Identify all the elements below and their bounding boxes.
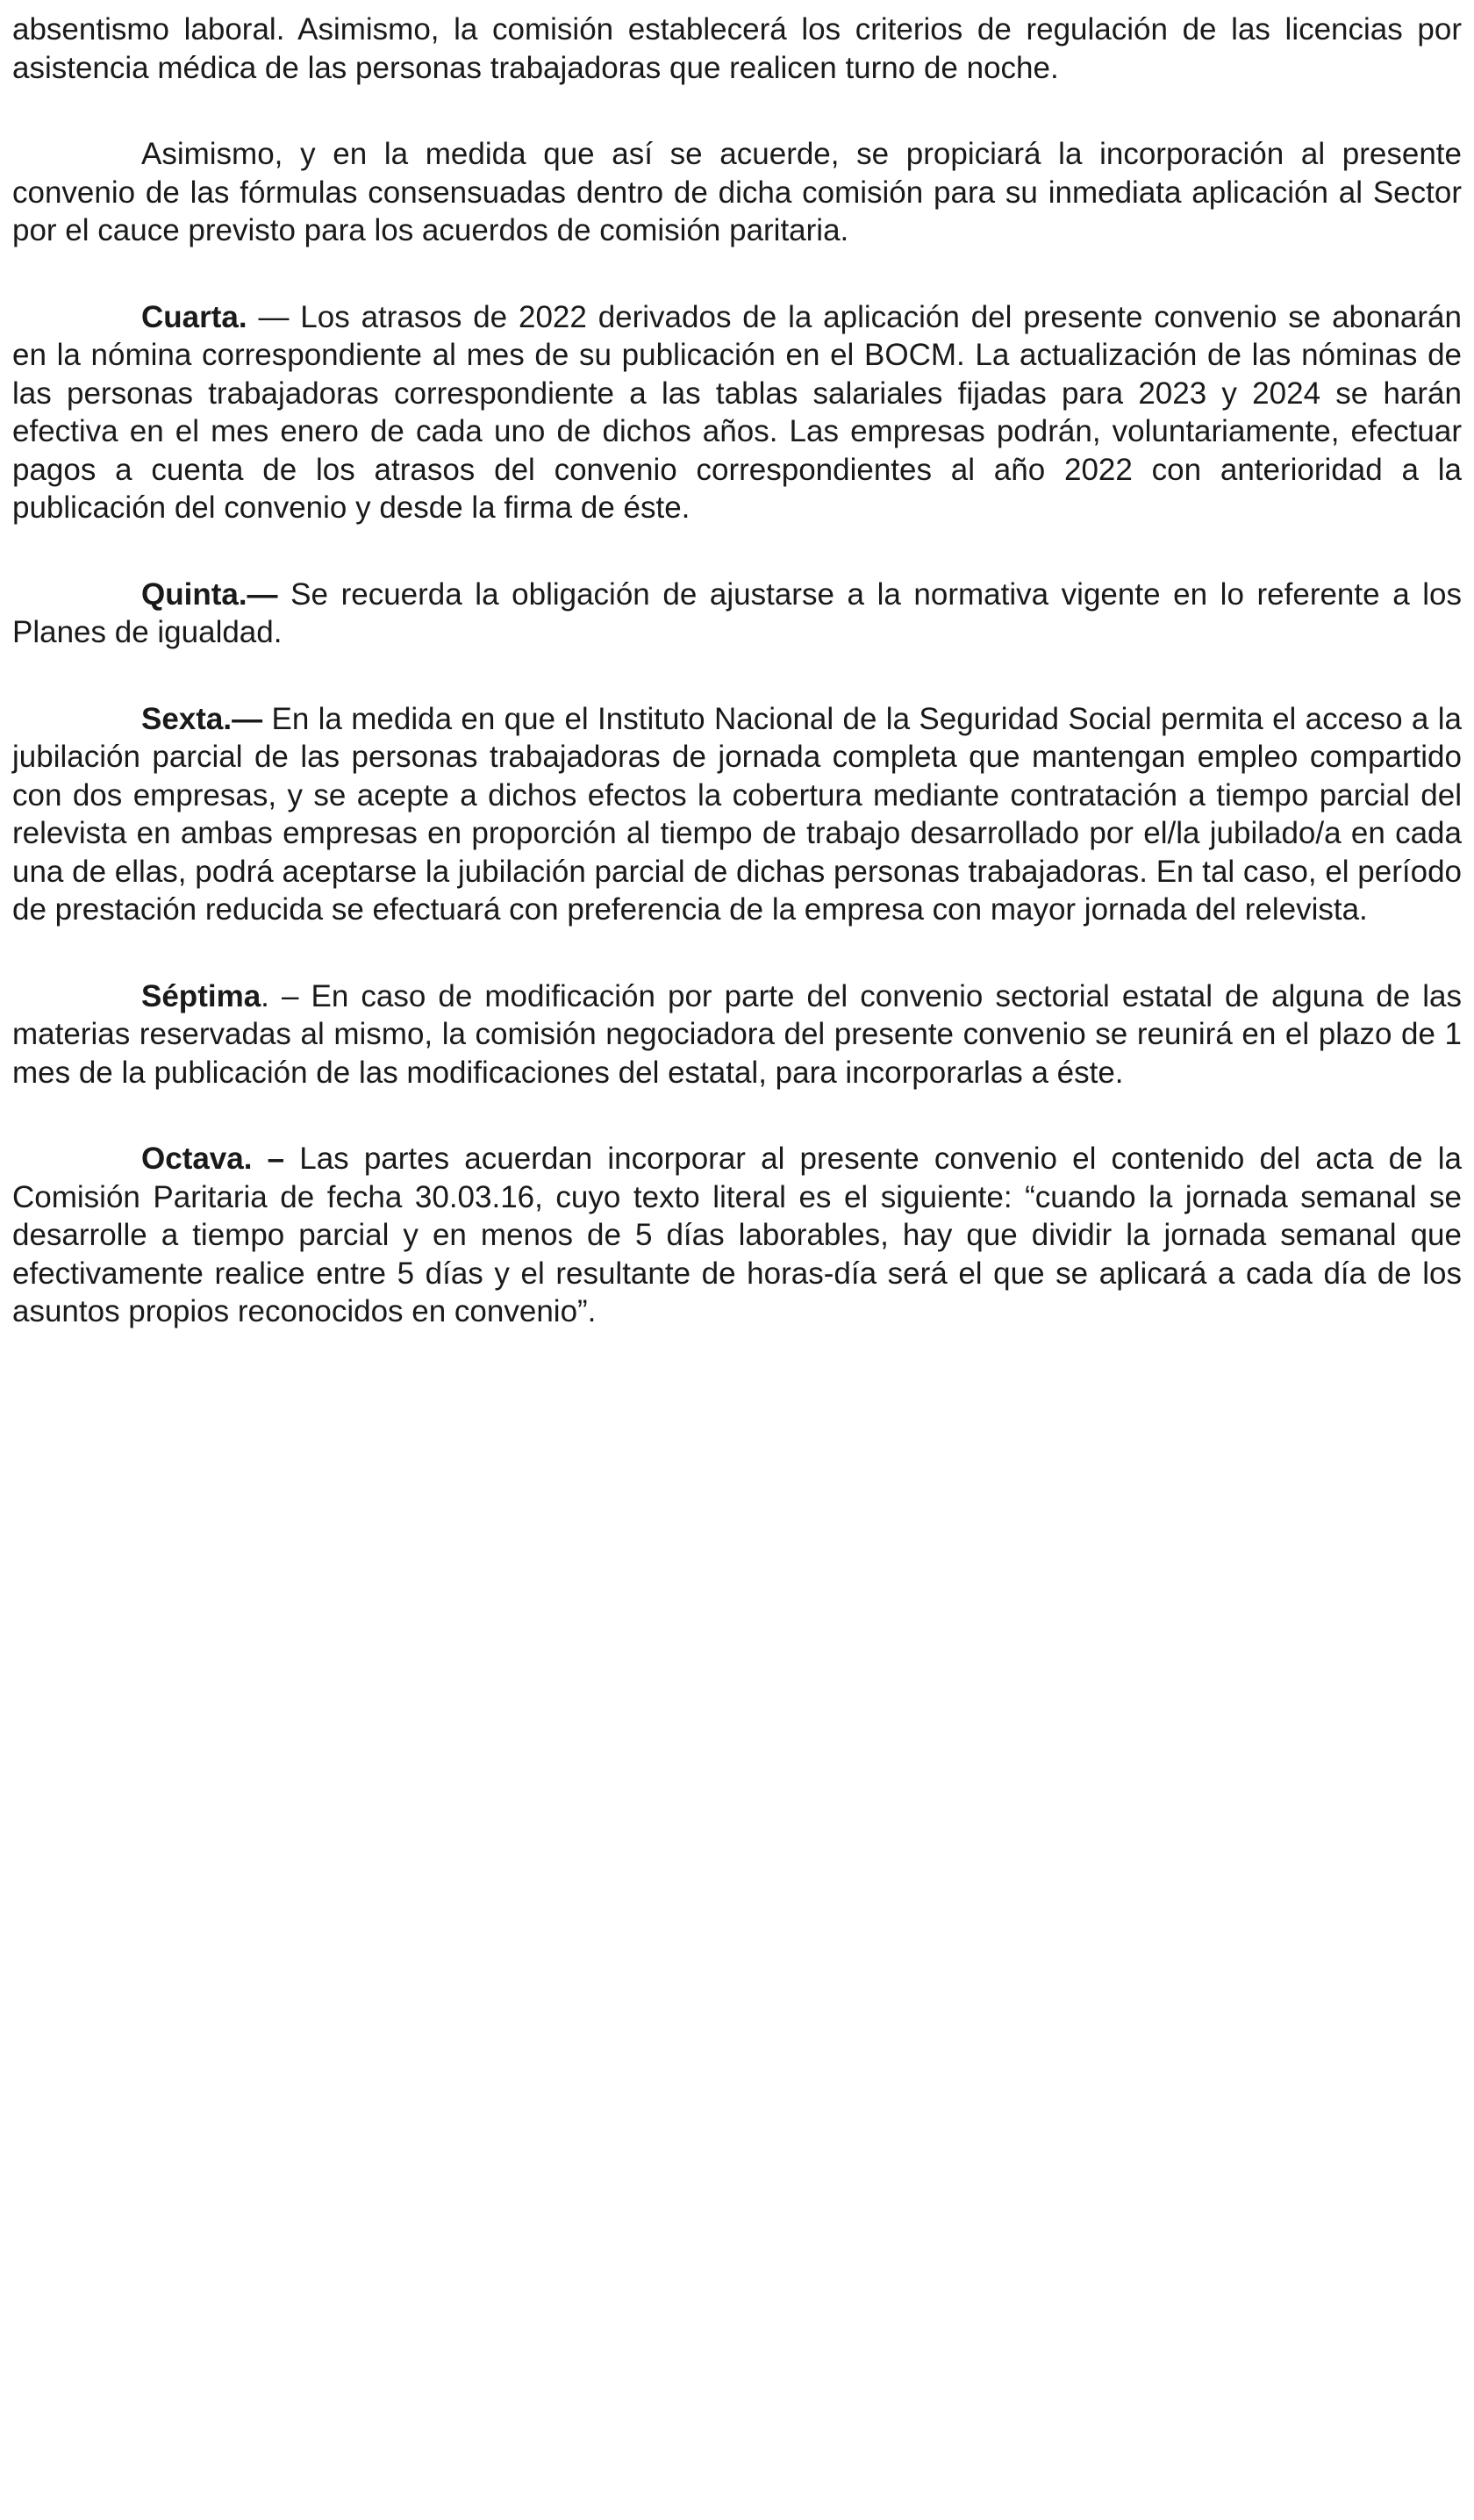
paragraph-comision-formulas <box>12 135 1462 250</box>
paragraph-text: — Los atrasos de 2022 derivados de la aplicación del presente convenio se abonarán en la nómina correspondiente al mes de su publicación en el BOCM. La actualización de las nóminas de las personas trabajadoras correspondiente a las tablas salariales fijadas para 2023 y 2024 se harán efectiva en el mes enero de cada uno de dichos años. Las empresas podrán, voluntariamente, efectuar pagos a cuenta de los atrasos del convenio correspondientes al año 2022 con anterioridad a la publicación del convenio y desde la firma de éste. <box>12 299 1462 525</box>
paragraph-octava <box>12 1140 1462 1331</box>
paragraph-text: . – En caso de modificación por parte del convenio sectorial estatal de alguna de las materias reservadas al mismo, la comisión negociadora del presente convenio se reunirá en el plazo de 1 mes de la publicación de las modificaciones del estatal, para incorporarlas a éste. <box>12 978 1462 1090</box>
paragraph-text: Se recuerda la obligación de ajustarse a la normativa vigente en lo referente a los Planes de igualdad. <box>12 576 1462 649</box>
paragraph-quinta <box>12 576 1462 652</box>
paragraph-text: En la medida en que el Instituto Nacional de la Seguridad Social permita el acceso a la jubilación parcial de las personas trabajadoras de jornada completa que mantengan empleo compartido con dos empresas, y se acepte a dichos efectos la cobertura mediante contratación a tiempo parcial del relevista en ambas empresas en proporción al tiempo de trabajo desarrollado por el/la jubilado/a en cada una de ellas, podrá aceptarse la jubilación parcial de dichas personas trabajadoras. En tal caso, el período de prestación reducida se efectuará con preferencia de la empresa con mayor jornada del relevista. <box>12 701 1462 927</box>
clause-heading: Cuarta. <box>141 299 247 334</box>
clause-heading: Quinta.— <box>141 576 278 612</box>
paragraph-continuation <box>12 11 1462 87</box>
clause-heading: Sexta.— <box>141 701 263 736</box>
paragraph-text: Asimismo, y en la medida que así se acuerde, se propiciará la incorporación al presente convenio de las fórmulas consensuadas dentro de dicha comisión para su inmediata aplicación al Sector por el cauce previsto para los acuerdos de comisión paritaria. <box>12 137 1462 247</box>
paragraph-text: absentismo laboral. Asimismo, la comisión establecerá los criterios de regulación de las licencias por asistencia médica de las personas trabajadoras que realicen turno de noche. <box>12 12 1462 85</box>
clause-heading: Octava. – <box>141 1142 285 1176</box>
paragraph-septima <box>12 977 1462 1092</box>
paragraph-text: Las partes acuerdan incorporar al presente convenio el contenido del acta de la Comisión Paritaria de fecha 30.03.16, cuyo texto literal es el siguiente: “cuando la jornada semanal se desarrolle a tiempo parcial y en menos de 5 días laborables, hay que dividir la jornada semanal que efectivamente realice entre 5 días y el resultante de horas-día será el que se aplicará a cada día de los asuntos propios reconocidos en convenio”. <box>12 1142 1462 1328</box>
paragraph-cuarta <box>12 298 1462 527</box>
document-page <box>12 11 1462 1379</box>
paragraph-sexta <box>12 700 1462 929</box>
clause-heading: Séptima <box>141 978 261 1013</box>
